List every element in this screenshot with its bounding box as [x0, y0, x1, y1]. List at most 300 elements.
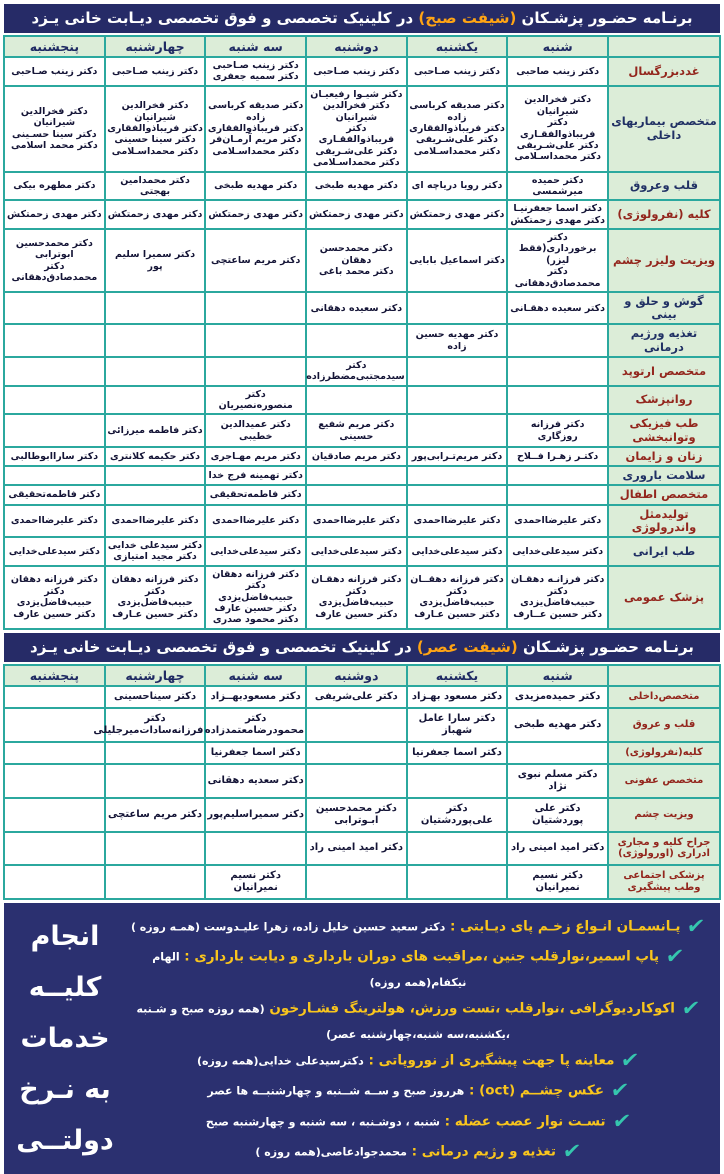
- doctor-name: دکتر زینب صـاحبی: [11, 65, 98, 77]
- schedule-cell: [407, 485, 508, 504]
- doctor-name: دکتر علیرضااحمدی: [514, 515, 602, 527]
- schedule-cell: [507, 505, 608, 537]
- schedule-cell: [507, 386, 608, 415]
- specialty-label: متخصص‌داخلی: [608, 686, 720, 708]
- doctor-name: دکتر امید امینی راد: [309, 842, 404, 854]
- schedule-cell: [105, 292, 206, 324]
- doctor-name: دکتر حمیده میرشمسی: [531, 174, 584, 197]
- doctor-name: دکتر حبیب‌فاضل‌یزدی: [117, 585, 193, 609]
- schedule-cell: [205, 292, 306, 324]
- schedule-cell: [306, 86, 407, 172]
- schedule-cell: [105, 865, 206, 899]
- doctor-name: دکتر تهمینه فرج خدا: [208, 470, 303, 482]
- schedule-row: [4, 357, 720, 386]
- schedule-row: [4, 466, 720, 485]
- specialty-label: طب فیزیکی وتوانبخشی: [608, 414, 720, 446]
- specialty-label: متخصص بیماریهای داخلی: [608, 86, 720, 172]
- schedule-cell: [407, 764, 508, 798]
- schedule-cell: [205, 686, 306, 708]
- doctor-name: دکتر حسین عــارف: [513, 608, 603, 620]
- schedule-cell: [306, 798, 407, 832]
- service-line: [120, 1106, 716, 1136]
- morning-schedule-table: [3, 35, 721, 630]
- service-line: [120, 1136, 716, 1166]
- schedule-row: [4, 764, 720, 798]
- doctor-name: دکتر اسما جعفرنیا: [412, 746, 502, 758]
- doctor-name: دکتر اسما جعفرنیا: [210, 746, 301, 758]
- checkmark-icon: ✔: [619, 1047, 641, 1072]
- doctor-name: دکتر سعیده دهقانی: [310, 302, 403, 314]
- doctor-name: دکتر فخرالدین شیرانیان: [121, 100, 189, 123]
- schedule-cell: [105, 832, 206, 865]
- schedule-cell: [4, 742, 105, 764]
- service-detail: دکترسیدعلی خدایی(همه روزه): [196, 1054, 364, 1068]
- doctor-name: دکتر مطهره بیکی: [13, 180, 96, 192]
- schedule-cell: [507, 832, 608, 865]
- schedule-cell: [205, 357, 306, 386]
- schedule-cell: [407, 229, 508, 292]
- schedule-cell: [407, 566, 508, 629]
- day-header: یکشنبه: [407, 665, 508, 686]
- schedule-cell: [407, 172, 508, 201]
- doctor-name: دکتر مهدی زحمتکش: [309, 208, 404, 220]
- doctor-name: دکتر فخرالدین شیرانیان: [20, 105, 88, 129]
- day-header-row: [4, 36, 720, 57]
- doctor-name: دکتر زینب صـاحبی: [313, 65, 400, 77]
- doctor-name: دکتر مریم ساعتچی: [108, 808, 203, 820]
- schedule-cell: [4, 485, 105, 504]
- doctor-name: دکتر محمدصادق‌دهقانی: [11, 260, 98, 283]
- schedule-cell: [306, 505, 407, 537]
- doctor-name: دکتر علی‌شریفی: [314, 690, 398, 702]
- title-prefix: برنـامه حضـور پزشـکان: [516, 9, 693, 27]
- doctor-name: دکتر مهدیه حسین زاده: [415, 329, 499, 352]
- specialty-label: متخصص عفونی: [608, 764, 720, 798]
- evening-shift-highlight: (شیفت عصر): [416, 637, 518, 656]
- schedule-cell: [407, 537, 508, 566]
- day-header: چهارشنبه: [105, 36, 206, 57]
- schedule-row: [4, 172, 720, 201]
- schedule-cell: [507, 200, 608, 229]
- doctor-name: دکتر مسلم نبوی نژاد: [517, 768, 598, 792]
- schedule-cell: [507, 566, 608, 629]
- schedule-row: [4, 414, 720, 446]
- doctor-name: دکتر محمدحسین ابوترابی: [15, 237, 93, 261]
- doctor-name: دکتر محمداسـلامی: [413, 145, 501, 157]
- schedule-cell: [4, 447, 105, 466]
- schedule-cell: [205, 865, 306, 899]
- doctor-name: دکتر مریم مهـاجری: [210, 450, 301, 462]
- specialty-label: طب ایرانی: [608, 537, 720, 566]
- schedule-row: [4, 200, 720, 229]
- doctor-name: دکتر اسما جعفرنیـا: [513, 203, 602, 215]
- doctor-name: دکتر فرزانه دهقان: [212, 568, 300, 580]
- schedule-cell: [507, 172, 608, 201]
- doctor-name: دکتر فرزانه دهقان: [10, 574, 98, 586]
- doctor-name: دکتر حبیب‌فاضل‌یزدی: [218, 580, 294, 603]
- specialty-label: پزشکی اجتماعی وطب پیشگیری: [608, 865, 720, 899]
- schedule-row: [4, 447, 720, 466]
- doctor-name: دکتر محمدحسین ابـوترابی: [315, 802, 397, 826]
- specialty-header-cell: [608, 36, 720, 57]
- specialty-label: متخصص ارتوپد: [608, 357, 720, 386]
- service-title: اکوکاردیوگرافی ،نوارقلب ،تست ورزش، هولترینگ فشـارخون: [264, 1000, 675, 1017]
- schedule-row: [4, 386, 720, 415]
- checkmark-icon: ✔: [664, 944, 686, 969]
- doctor-name: دکتر زینب صـاحبی: [111, 65, 199, 77]
- doctor-name: دکتر مریم شفیع حسینی: [318, 419, 395, 442]
- schedule-cell: [507, 865, 608, 899]
- doctor-name: دکتر منصوره‌نصیریان: [218, 388, 293, 412]
- specialty-label: پزشک عمومی: [608, 566, 720, 629]
- doctor-name: دکتر سیدعلی‌خدایی: [210, 545, 302, 557]
- doctor-name: دکتر حسین عارف: [214, 602, 297, 614]
- schedule-cell: [4, 292, 105, 324]
- doctor-name: دکتر فرزانه دهقـان: [311, 574, 402, 586]
- service-title: معاینه پا جهت پیشگیری از نوروپاتی :: [363, 1052, 615, 1069]
- specialty-label: کلیه (نفرولوژی): [608, 200, 720, 229]
- day-header: دوشنبه: [306, 36, 407, 57]
- schedule-cell: [407, 708, 508, 742]
- schedule-cell: [306, 57, 407, 86]
- schedule-row: [4, 566, 720, 629]
- schedule-cell: [507, 686, 608, 708]
- schedule-cell: [105, 200, 206, 229]
- schedule-cell: [4, 865, 105, 899]
- schedule-cell: [4, 798, 105, 832]
- specialty-label: سلامت باروری: [608, 466, 720, 485]
- schedule-cell: [105, 57, 206, 86]
- specialty-header-cell: [608, 665, 720, 686]
- schedule-row: [4, 742, 720, 764]
- schedule-cell: [407, 466, 508, 485]
- service-title: پاپ اسمیر،نوارقلب جنین ،مراقبت های دوران بارداری و دیابت بارداری :: [179, 948, 660, 965]
- schedule-cell: [105, 537, 206, 566]
- schedule-cell: [205, 57, 306, 86]
- service-detail: شنبه ، دوشـنبه ، سه شنبه و چهارشنبه صبح: [205, 1115, 440, 1129]
- schedule-cell: [105, 764, 206, 798]
- doctor-name: دکتر حکیمه کلانتری: [110, 450, 201, 462]
- schedule-row: [4, 798, 720, 832]
- schedule-cell: [205, 414, 306, 446]
- doctor-name: دکتر علی‌شـریفی: [416, 134, 499, 146]
- schedule-cell: [306, 832, 407, 865]
- schedule-cell: [306, 447, 407, 466]
- schedule-cell: [306, 764, 407, 798]
- schedule-cell: [205, 86, 306, 172]
- schedule-cell: [306, 708, 407, 742]
- doctor-name: دکتر فرزانه دهقــان: [410, 574, 504, 586]
- evening-schedule-title: [4, 633, 720, 662]
- schedule-cell: [4, 505, 105, 537]
- doctor-name: دکتر علیرضااحمدی: [10, 515, 98, 527]
- doctor-name: دکتر مریم آرمـان‌فر: [210, 134, 302, 146]
- doctor-name: دکتر سیدعلی‌خدایی: [310, 545, 402, 557]
- doctor-name: دکتر فرزانه روزگاری: [530, 419, 585, 442]
- schedule-cell: [407, 324, 508, 356]
- doctor-name: دکتر سیدعلی‌خدایی: [8, 545, 100, 557]
- checkmark-icon: ✔: [680, 996, 702, 1021]
- specialty-label: قلب و عروق: [608, 708, 720, 742]
- schedule-cell: [205, 466, 306, 485]
- doctor-name: دکتر شیـوا رفیعیـان: [310, 88, 403, 100]
- service-title: پـانسمـان انـواع زخـم پای دیـابتی :: [445, 918, 681, 935]
- schedule-cell: [205, 386, 306, 415]
- services-slogan: [10, 911, 120, 1167]
- doctor-name: دکتر مهدیه طبخی: [314, 180, 398, 192]
- schedule-row: [4, 292, 720, 324]
- schedule-cell: [4, 57, 105, 86]
- doctor-name: دکتر حبیب‌فاضل‌یزدی: [419, 585, 495, 609]
- schedule-cell: [105, 172, 206, 201]
- schedule-cell: [105, 86, 206, 172]
- doctor-name: دکتر محمودرضامعتمدزاده: [204, 712, 305, 736]
- doctor-name: دکتر سیدعلی‌خدایی: [411, 545, 503, 557]
- doctor-name: دکتر مریم صادقیان: [311, 450, 401, 462]
- doctor-name: دکتر فرزانـه دهقـان: [510, 574, 605, 586]
- doctor-name: دکتر صدیقه کرباسی زاده: [409, 100, 505, 123]
- doctor-name: دکتر سیدعلی‌خدایی: [512, 545, 604, 557]
- schedule-cell: [4, 537, 105, 566]
- schedule-cell: [507, 798, 608, 832]
- schedule-cell: [306, 357, 407, 386]
- specialty-label: تغذیه ورژیم درمانی: [608, 324, 720, 356]
- doctor-name: دکتر حسین عـارف: [414, 608, 500, 620]
- service-detail: الهام نیکفام(همه روزه): [152, 950, 467, 990]
- doctor-name: دکتر علی پوردشتیان: [532, 802, 584, 826]
- doctor-name: دکتر حمیده‌مزیدی: [514, 690, 601, 702]
- doctor-name: دکتر محمداسـلامی: [111, 145, 199, 157]
- schedule-cell: [306, 686, 407, 708]
- schedule-cell: [306, 324, 407, 356]
- schedule-cell: [407, 86, 508, 172]
- checkmark-icon: ✔: [561, 1138, 583, 1163]
- schedule-cell: [4, 200, 105, 229]
- doctor-name: دکتر سعدیه دهقانی: [207, 774, 304, 786]
- doctor-name: دکتر حسین عارف: [315, 608, 398, 620]
- schedule-cell: [205, 172, 306, 201]
- doctor-name: دکتر سیدمجتبی‌مضطرزاده: [306, 359, 405, 383]
- doctor-name: دکتر محمد باغی: [319, 266, 394, 278]
- specialty-label: روانپزشک: [608, 386, 720, 415]
- schedule-cell: [105, 798, 206, 832]
- service-line: [120, 1045, 716, 1075]
- service-detail: محمدجوادعاصی(همه روزه ): [255, 1145, 407, 1159]
- schedule-cell: [205, 742, 306, 764]
- schedule-cell: [507, 292, 608, 324]
- schedule-cell: [507, 86, 608, 172]
- schedule-cell: [4, 386, 105, 415]
- doctor-name: دکتر مسعودبهــزاد: [210, 690, 301, 702]
- doctor-name: دکتر فریباذوالفقاری: [107, 122, 203, 134]
- doctor-name: دکتر فرزانه‌سادات‌میرجلیلی: [93, 712, 204, 736]
- schedule-row: [4, 324, 720, 356]
- doctor-name: دکتر محمدامین بهجتی: [120, 174, 190, 197]
- schedule-cell: [407, 357, 508, 386]
- doctor-name: دکتر سعیده دهقـانی: [510, 302, 606, 314]
- doctor-name: دکتر محمداسـلامی: [514, 151, 601, 163]
- doctor-name: دکتر سینا حسـینی: [12, 128, 97, 140]
- schedule-cell: [105, 229, 206, 292]
- doctor-name: دکتر رویا دریاچه ای: [411, 180, 503, 192]
- service-title: عکس چشــم (oct) :: [464, 1082, 605, 1099]
- services-slogan-word: به نـرخ: [19, 1074, 111, 1106]
- specialty-label: ویزیت چشم: [608, 798, 720, 832]
- schedule-row: [4, 505, 720, 537]
- schedule-cell: [407, 686, 508, 708]
- schedule-cell: [306, 566, 407, 629]
- services-slogan-word: انجام: [30, 920, 100, 952]
- doctor-name: دکتر محمود صدری: [212, 614, 299, 626]
- schedule-cell: [105, 447, 206, 466]
- doctor-name: دکتر فاطمه میرزائی: [107, 424, 203, 436]
- schedule-row: [4, 832, 720, 865]
- doctor-name: دکتر علیرضااحمدی: [212, 515, 300, 527]
- schedule-cell: [205, 447, 306, 466]
- schedule-cell: [507, 708, 608, 742]
- day-header: یکشنبه: [407, 36, 508, 57]
- specialty-label: غددبزرگسال: [608, 57, 720, 86]
- schedule-cell: [407, 414, 508, 446]
- schedule-cell: [507, 229, 608, 292]
- schedule-cell: [105, 566, 206, 629]
- schedule-cell: [507, 466, 608, 485]
- doctor-name: دکتر زینب صـاحبی: [212, 60, 299, 71]
- specialty-label: قلب وعروق: [608, 172, 720, 201]
- schedule-cell: [205, 708, 306, 742]
- schedule-cell: [306, 414, 407, 446]
- schedule-cell: [4, 86, 105, 172]
- doctor-name: دکتر مهدی زحمتکش: [107, 208, 203, 220]
- schedule-cell: [507, 447, 608, 466]
- doctor-name: دکتر فخرالدین شیرانیان: [322, 100, 390, 123]
- schedule-cell: [507, 357, 608, 386]
- doctor-name: دکتر نسیم نمیرانیان: [230, 869, 281, 893]
- schedule-cell: [205, 832, 306, 865]
- doctor-name: دکتر فریباذوالفقاری: [409, 122, 505, 134]
- day-header-row: [4, 665, 720, 686]
- doctor-name: دکتر سارا عامل شهباز: [418, 712, 496, 736]
- doctor-name: دکتر مهدی زحمتکش: [510, 214, 605, 226]
- doctor-name: دکتر فریباذوالفقـاری: [318, 122, 395, 146]
- schedule-cell: [306, 172, 407, 201]
- service-line: [120, 1075, 716, 1105]
- schedule-cell: [306, 200, 407, 229]
- morning-shift-highlight: (شیفت صبح): [418, 9, 517, 27]
- schedule-cell: [306, 865, 407, 899]
- doctor-name: دکتر زینب صاحبی: [516, 65, 600, 77]
- doctor-name: دکتر مهدیه طبخی: [214, 180, 298, 192]
- schedule-cell: [105, 466, 206, 485]
- doctor-name: دکتر علیرضااحمدی: [413, 515, 501, 527]
- schedule-cell: [4, 566, 105, 629]
- day-header: سه شنبه: [205, 36, 306, 57]
- schedule-cell: [205, 764, 306, 798]
- schedule-cell: [205, 798, 306, 832]
- schedule-cell: [407, 57, 508, 86]
- day-header: سه شنبه: [205, 665, 306, 686]
- service-detail: دکتر سعید حسین خلیل زاده، زهرا علیـدوست (همـه روزه ): [130, 920, 446, 934]
- schedule-cell: [306, 742, 407, 764]
- schedule-cell: [407, 386, 508, 415]
- service-line: [120, 941, 716, 993]
- doctor-name: دکتر زینب صـاحبی: [413, 65, 501, 77]
- doctor-name: دکتر مریم ساعتچی: [211, 254, 301, 266]
- services-panel: [4, 903, 720, 1174]
- schedule-cell: [105, 357, 206, 386]
- schedule-cell: [4, 466, 105, 485]
- schedule-cell: [407, 292, 508, 324]
- schedule-row: [4, 86, 720, 172]
- title-suffix: در کلینیک تخصصی و فوق تخصصی دیـابت خانی یـزد: [30, 637, 417, 656]
- services-list: [120, 911, 716, 1167]
- schedule-cell: [4, 686, 105, 708]
- schedule-cell: [306, 485, 407, 504]
- schedule-cell: [105, 386, 206, 415]
- doctor-name: دکتر فریباذوالفقـاری: [519, 117, 596, 140]
- doctor-name: دکتر حبیب‌فاضل‌یزدی: [318, 585, 394, 609]
- schedule-cell: [4, 708, 105, 742]
- day-header: چهارشنبه: [105, 665, 206, 686]
- schedule-cell: [407, 865, 508, 899]
- services-slogan-word: خدمات: [20, 1023, 110, 1054]
- schedule-cell: [306, 537, 407, 566]
- schedule-cell: [93, 708, 206, 742]
- doctor-name: دکتر علی‌پوردشتیان: [420, 802, 494, 826]
- schedule-cell: [306, 466, 407, 485]
- doctor-name: دکتر سینا حسینی: [114, 134, 196, 146]
- schedule-cell: [4, 357, 105, 386]
- day-header: شنبه: [507, 665, 608, 686]
- schedule-cell: [407, 832, 508, 865]
- schedule-row: [4, 865, 720, 899]
- doctor-name: دکتر حسین عـارف: [112, 608, 198, 620]
- doctor-name: دکتر عمیدالدین خطیبی: [220, 419, 291, 442]
- service-detail: (همه روزه صبح و شـنبه ،یکشنبه،سه شنبه،چهارشنبه عصر): [136, 1002, 510, 1042]
- schedule-cell: [105, 324, 206, 356]
- doctor-name: دکتر مریم‌تـرابی‌پور: [411, 450, 503, 462]
- doctor-name: دکتر علی‌شـریفی: [516, 140, 599, 152]
- schedule-cell: [306, 292, 407, 324]
- doctor-name: دکتر صدیقه کرباسی زاده: [208, 100, 304, 123]
- schedule-cell: [507, 324, 608, 356]
- doctor-name: دکتر فریباذوالفقاری: [207, 122, 304, 134]
- specialty-label: متخصص اطفال: [608, 485, 720, 504]
- doctor-name: دکتر محمد اسلامی: [11, 140, 98, 152]
- doctor-name: دکتر محمدصادق‌دهقانی: [514, 266, 601, 289]
- schedule-cell: [105, 686, 206, 708]
- schedule-row: [4, 57, 720, 86]
- doctor-name: دکتر نسیم نمیرانیان: [532, 869, 583, 893]
- doctor-name: دکتر سمیه جعفری: [212, 71, 299, 83]
- doctor-name: دکتر حبیب‌فاضل‌یزدی: [16, 585, 92, 609]
- title-suffix: در کلینیک تخصصی و فوق تخصصی دیـابت خانی یـزد: [31, 9, 419, 27]
- services-slogan-word: دولتــی: [16, 1125, 114, 1157]
- schedule-cell: [205, 566, 306, 629]
- doctor-name: دکتر اسماعیل بابایی: [409, 254, 505, 266]
- specialty-label: زنان و زایمان: [608, 447, 720, 466]
- specialty-label: ویزیت ولیزر چشم: [608, 229, 720, 292]
- specialty-label: جراح کلیه و مجاری ادراری (اورولوژی): [608, 832, 720, 865]
- service-line: [120, 993, 716, 1045]
- schedule-cell: [4, 172, 105, 201]
- schedule-cell: [205, 324, 306, 356]
- schedule-cell: [4, 832, 105, 865]
- checkmark-icon: ✔: [610, 1108, 632, 1133]
- doctor-name: دکتر مهدی زحمتکش: [7, 208, 102, 220]
- schedule-cell: [205, 200, 306, 229]
- schedule-cell: [507, 764, 608, 798]
